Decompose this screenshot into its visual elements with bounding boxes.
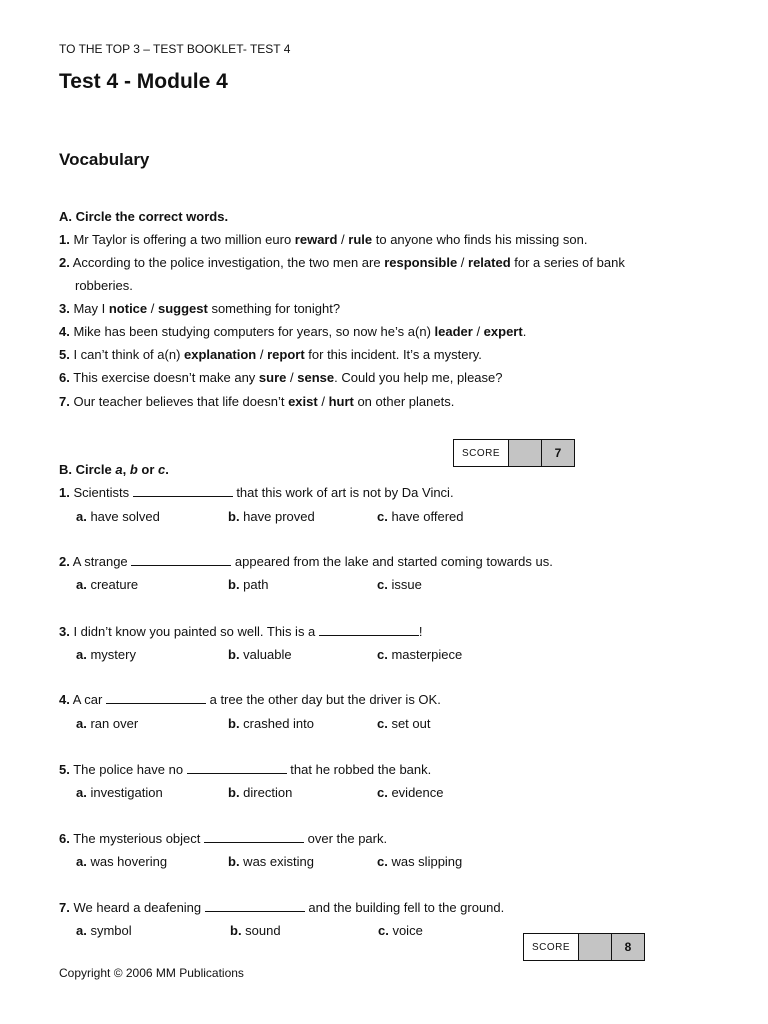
item-text: that this work of art is not by Da Vinci. bbox=[232, 485, 454, 500]
instruction-text: B. Circle bbox=[59, 462, 116, 477]
part-b-instruction bbox=[59, 462, 169, 477]
item-text: appeared from the lake and started coming towards us. bbox=[231, 554, 553, 569]
option-letter: c. bbox=[377, 854, 388, 869]
choice-word-1[interactable]: explanation bbox=[184, 347, 257, 362]
item-text: The police have no bbox=[69, 762, 187, 777]
part-a-item-7 bbox=[59, 394, 454, 409]
part-b-item-2 bbox=[59, 554, 553, 569]
choice-separator: / bbox=[317, 394, 329, 409]
option-b[interactable] bbox=[228, 854, 314, 869]
choice-word-1[interactable]: reward bbox=[294, 232, 338, 247]
option-text: have proved bbox=[239, 509, 315, 524]
option-letter: c. bbox=[378, 923, 389, 938]
option-letter: c. bbox=[377, 577, 388, 592]
copyright-notice: Copyright © 2006 MM Publications bbox=[59, 966, 244, 980]
answer-blank[interactable] bbox=[204, 831, 304, 843]
item-text: . Could you help me, please? bbox=[334, 370, 503, 385]
item-text: for this incident. It’s a mystery. bbox=[304, 347, 482, 362]
option-a[interactable] bbox=[76, 785, 163, 800]
choice-word-2[interactable]: hurt bbox=[328, 394, 354, 409]
section-title: Vocabulary bbox=[59, 150, 150, 169]
option-text: direction bbox=[239, 785, 293, 800]
score-max-value: 8 bbox=[611, 934, 644, 960]
option-b[interactable] bbox=[228, 509, 315, 524]
item-text: a tree the other day but the driver is OK. bbox=[205, 692, 441, 707]
option-letter: b. bbox=[228, 854, 240, 869]
option-text: have offered bbox=[387, 509, 464, 524]
score-label: SCORE bbox=[462, 447, 501, 459]
item-number: 3. bbox=[59, 624, 70, 639]
answer-blank[interactable] bbox=[131, 554, 231, 566]
option-c[interactable] bbox=[377, 509, 464, 524]
item-text: This exercise doesn’t make any bbox=[69, 370, 259, 385]
option-letter: b. bbox=[228, 577, 240, 592]
choice-separator: / bbox=[286, 370, 298, 385]
option-letter: c. bbox=[377, 509, 388, 524]
choice-word-1[interactable]: sure bbox=[258, 370, 287, 385]
part-b-item-5 bbox=[59, 762, 431, 777]
option-letter: a. bbox=[76, 716, 87, 731]
option-letter: b. bbox=[228, 509, 240, 524]
item-text: A strange bbox=[69, 554, 132, 569]
choice-separator: / bbox=[337, 232, 349, 247]
choice-separator: / bbox=[147, 301, 158, 316]
part-b-item-1 bbox=[59, 485, 454, 500]
item-number: 7. bbox=[59, 394, 70, 409]
part-b-item-4 bbox=[59, 692, 441, 707]
part-b-item-6 bbox=[59, 831, 387, 846]
option-b[interactable] bbox=[228, 647, 292, 662]
item-text: something for tonight? bbox=[207, 301, 341, 316]
option-letter: a. bbox=[76, 854, 87, 869]
item-text: for a series of bank bbox=[510, 255, 625, 270]
part-a-instruction: A. Circle the correct words. bbox=[59, 209, 229, 224]
option-letter: a. bbox=[76, 509, 87, 524]
option-text: mystery bbox=[86, 647, 136, 662]
option-text: crashed into bbox=[239, 716, 314, 731]
choice-separator: / bbox=[457, 255, 469, 270]
option-text: investigation bbox=[86, 785, 163, 800]
choice-word-2[interactable]: related bbox=[468, 255, 511, 270]
option-b[interactable] bbox=[228, 716, 314, 731]
option-c[interactable] bbox=[377, 716, 430, 731]
choice-word-1[interactable]: responsible bbox=[384, 255, 458, 270]
option-text: was existing bbox=[239, 854, 314, 869]
option-c[interactable] bbox=[377, 647, 462, 662]
option-letter: b. bbox=[228, 647, 240, 662]
option-b[interactable] bbox=[228, 785, 292, 800]
part-a-item-2 bbox=[59, 255, 625, 270]
option-letter: a. bbox=[76, 577, 87, 592]
option-text: valuable bbox=[239, 647, 292, 662]
part-a-item-3 bbox=[59, 301, 340, 316]
option-text: sound bbox=[241, 923, 281, 938]
option-letter: b. bbox=[228, 716, 240, 731]
item-text: Mr Taylor is offering a two million euro bbox=[69, 232, 295, 247]
option-c[interactable] bbox=[377, 577, 422, 592]
option-text: have solved bbox=[86, 509, 160, 524]
option-letter: b. bbox=[230, 923, 242, 938]
answer-blank[interactable] bbox=[187, 762, 287, 774]
option-text: was hovering bbox=[86, 854, 168, 869]
option-text: ran over bbox=[86, 716, 139, 731]
score-max-value: 7 bbox=[541, 440, 574, 466]
option-text: voice bbox=[388, 923, 423, 938]
option-c[interactable] bbox=[377, 854, 462, 869]
instruction-text: , bbox=[122, 462, 130, 477]
item-text: . bbox=[522, 324, 527, 339]
answer-blank[interactable] bbox=[205, 900, 305, 912]
option-letter: a. bbox=[76, 785, 87, 800]
item-text: May I bbox=[69, 301, 109, 316]
item-text: Mike has been studying computers for years, so now he’s a(n) bbox=[69, 324, 435, 339]
item-text: to anyone who finds his missing son. bbox=[372, 232, 588, 247]
option-letter: a. bbox=[76, 923, 87, 938]
score-label: SCORE bbox=[532, 941, 571, 953]
item-number: 3. bbox=[59, 301, 70, 316]
item-text: over the park. bbox=[304, 831, 388, 846]
option-letter: b. bbox=[228, 785, 240, 800]
option-letter: c. bbox=[377, 716, 388, 731]
answer-blank[interactable] bbox=[106, 692, 206, 704]
score-box-part-a bbox=[453, 439, 575, 467]
item-number: 2. bbox=[59, 255, 70, 270]
option-a[interactable] bbox=[76, 854, 167, 869]
choice-word-2[interactable]: report bbox=[267, 347, 305, 362]
option-b[interactable] bbox=[230, 923, 281, 938]
option-a[interactable] bbox=[76, 509, 160, 524]
item-number: 6. bbox=[59, 370, 70, 385]
instruction-letter-b: b bbox=[129, 462, 138, 477]
part-b-item-7 bbox=[59, 900, 504, 915]
option-text: path bbox=[239, 577, 269, 592]
item-text: The mysterious object bbox=[69, 831, 204, 846]
option-c[interactable] bbox=[377, 785, 444, 800]
item-number: 7. bbox=[59, 900, 70, 915]
option-letter: c. bbox=[377, 647, 388, 662]
option-b[interactable] bbox=[228, 577, 268, 592]
item-number: 1. bbox=[59, 485, 70, 500]
item-number: 4. bbox=[59, 324, 70, 339]
option-a[interactable] bbox=[76, 647, 136, 662]
item-text: ! bbox=[418, 624, 423, 639]
item-text: I didn’t know you painted so well. This is a bbox=[69, 624, 319, 639]
option-a[interactable] bbox=[76, 716, 138, 731]
option-letter: a. bbox=[76, 647, 87, 662]
score-input-cell[interactable] bbox=[508, 440, 541, 466]
part-a-item-4 bbox=[59, 324, 526, 339]
choice-separator: / bbox=[472, 324, 484, 339]
instruction-letter-a: a bbox=[115, 462, 123, 477]
item-number: 4. bbox=[59, 692, 70, 707]
item-number: 1. bbox=[59, 232, 70, 247]
part-a-item-1 bbox=[59, 232, 587, 247]
answer-blank[interactable] bbox=[319, 624, 419, 636]
instruction-text: or bbox=[137, 462, 159, 477]
item-number: 6. bbox=[59, 831, 70, 846]
option-text: issue bbox=[387, 577, 422, 592]
choice-word-2[interactable]: expert bbox=[483, 324, 523, 339]
option-a[interactable] bbox=[76, 577, 138, 592]
item-text: According to the police investigation, the two men are bbox=[69, 255, 385, 270]
choice-separator: / bbox=[256, 347, 268, 362]
item-number: 5. bbox=[59, 762, 70, 777]
option-text: creature bbox=[86, 577, 139, 592]
choice-word-1[interactable]: exist bbox=[288, 394, 318, 409]
item-text: Scientists bbox=[69, 485, 133, 500]
instruction-text: . bbox=[165, 462, 169, 477]
choice-word-2[interactable]: rule bbox=[348, 232, 373, 247]
option-text: evidence bbox=[387, 785, 444, 800]
item-text: We heard a deafening bbox=[69, 900, 205, 915]
option-text: masterpiece bbox=[387, 647, 463, 662]
part-a-item-6 bbox=[59, 370, 503, 385]
item-number: 5. bbox=[59, 347, 70, 362]
part-a-item-2-continuation: robberies. bbox=[75, 278, 133, 293]
score-input-cell[interactable] bbox=[578, 934, 611, 960]
page-title: Test 4 - Module 4 bbox=[59, 70, 228, 93]
choice-word-2[interactable]: suggest bbox=[158, 301, 208, 316]
part-b-item-3 bbox=[59, 624, 423, 639]
item-text: A car bbox=[69, 692, 106, 707]
item-text: on other planets. bbox=[353, 394, 455, 409]
option-text: symbol bbox=[86, 923, 132, 938]
choice-word-1[interactable]: notice bbox=[108, 301, 148, 316]
item-text: I can’t think of a(n) bbox=[69, 347, 185, 362]
part-a-item-5 bbox=[59, 347, 482, 362]
choice-word-1[interactable]: leader bbox=[434, 324, 473, 339]
score-box-part-b bbox=[523, 933, 645, 961]
option-a[interactable] bbox=[76, 923, 132, 938]
item-text: that he robbed the bank. bbox=[286, 762, 432, 777]
item-text: and the building fell to the ground. bbox=[304, 900, 505, 915]
running-head: TO THE TOP 3 – TEST BOOKLET- TEST 4 bbox=[59, 42, 291, 56]
item-number: 2. bbox=[59, 554, 70, 569]
option-letter: c. bbox=[377, 785, 388, 800]
item-text: Our teacher believes that life doesn’t bbox=[69, 394, 289, 409]
choice-word-2[interactable]: sense bbox=[297, 370, 335, 385]
instruction-letter-c: c bbox=[158, 462, 166, 477]
option-text: set out bbox=[387, 716, 431, 731]
answer-blank[interactable] bbox=[133, 485, 233, 497]
option-text: was slipping bbox=[387, 854, 463, 869]
option-c[interactable] bbox=[378, 923, 423, 938]
